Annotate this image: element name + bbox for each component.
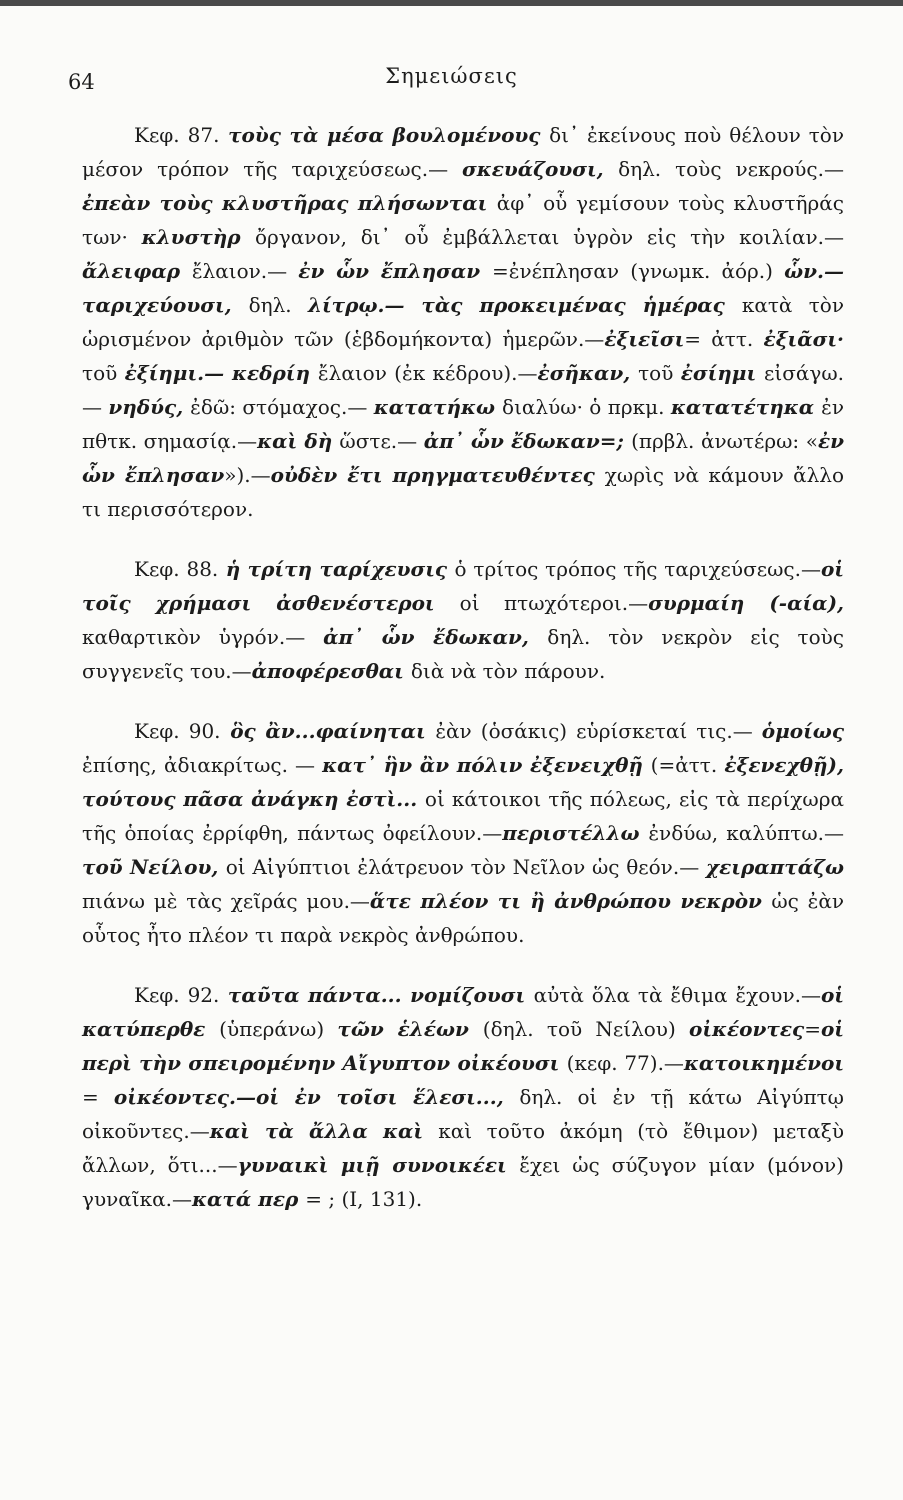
glossed-term: κατατέτηκα xyxy=(670,395,822,419)
glossed-term: ἀπ᾽ ὧν ἔδωκαν=; xyxy=(423,429,632,453)
gloss-text: οἱ πτωχότεροι.— xyxy=(459,591,649,615)
note-text xyxy=(82,983,844,1211)
gloss-text: ἐὰν (ὁσάκις) εὑρίσκεταί τις.— xyxy=(435,719,762,743)
gloss-text: εἰσάγω.— xyxy=(82,361,845,419)
note-ch88 xyxy=(82,552,844,688)
note-text xyxy=(82,719,844,947)
glossed-term: συρμαίη (-αία), xyxy=(648,591,844,615)
glossed-term: τῶν ἑλέων xyxy=(337,1017,483,1041)
gloss-text: ὄργανον, δι᾽ οὗ ἐμβάλλεται ὑγρὸν εἰς τὴν κοιλίαν.— xyxy=(255,225,844,249)
glossed-term: ἐξίημι.— κεδρίη xyxy=(124,361,318,385)
gloss-text: δηλ. τοὺς νεκρούς.— xyxy=(618,157,844,181)
glossed-term: ἐξιεῖσι xyxy=(604,327,685,351)
glossed-term: ἐξιᾶσι· xyxy=(763,327,844,351)
gloss-text: χωρὶς νὰ κάμουν ἄλλο τι περισσότερον. xyxy=(82,463,844,521)
gloss-text: καθαρτικὸν ὑγρόν.— xyxy=(82,625,324,649)
gloss-text: ἔλαιον.— xyxy=(191,259,299,283)
gloss-text: ἐν πθτκ. σημασίᾳ.— xyxy=(82,395,844,453)
glossed-term: ἅτε πλέον τι ἢ ἀνθρώπου νεκρὸν xyxy=(369,889,772,913)
glossed-term: οἱ τοῖς χρήμασι ἀσθενέστεροι xyxy=(82,557,844,615)
gloss-text: τοῦ xyxy=(638,361,681,385)
glossed-term: ἐπεὰν τοὺς κλυστῆρας πλήσωνται xyxy=(82,191,497,215)
gloss-text: πιάνω μὲ τὰς χεῖράς μου.— xyxy=(82,889,370,913)
gloss-text: κατὰ τὸν ὡρισμένον ἀριθμὸν τῶν (ἑβδομήκοντα) ἡμερῶν.— xyxy=(82,293,844,351)
notes-body xyxy=(82,118,844,1242)
glossed-term: οἱ περὶ τὴν σπειρομένην Αἴγυπτον οἰκέουσι xyxy=(82,1017,844,1075)
glossed-term: τοῦ Νείλου, xyxy=(82,855,226,879)
glossed-term: ἄλειφαρ xyxy=(82,259,192,283)
gloss-text: ὡς ἐὰν οὗτος ἦτο πλέον τι παρὰ νεκρὸς ἀνθρώπου. xyxy=(82,889,844,947)
note-text xyxy=(82,123,844,521)
gloss-text: διὰ νὰ τὸν πάρουν. xyxy=(410,659,606,683)
glossed-term: κατατήκω xyxy=(373,395,503,419)
glossed-term: ἀποφέρεσθαι xyxy=(251,659,411,683)
glossed-term: οὐδὲν ἔτι πρηγματευθέντες xyxy=(270,463,605,487)
gloss-text: καὶ τοῦτο ἀκόμη (τὸ ἔθιμον) μεταξὺ ἄλλων, ὅτι...— xyxy=(82,1119,844,1177)
gloss-text: ἔχει ὡς σύζυγον μίαν (μόνον) γυναῖκα.— xyxy=(82,1153,844,1211)
gloss-text: (κεφ. 77).— xyxy=(566,1051,684,1075)
gloss-text: ἐπίσης, ἀδιακρίτως. — xyxy=(82,753,323,777)
gloss-text: ἔλαιον (ἐκ κέδρου).— xyxy=(317,361,538,385)
glossed-term: οἱ κατύπερθε xyxy=(82,983,844,1041)
glossed-term: νηδύς, xyxy=(108,395,191,419)
gloss-text: (=ἀττ. xyxy=(650,753,725,777)
gloss-text: δηλ. τὸν νεκρὸν εἰς τοὺς συγγενεῖς του.— xyxy=(82,625,844,683)
note-label: Κεφ. 88. xyxy=(134,557,219,581)
gloss-text: οἱ Αἰγύπτιοι ἐλάτρευον τὸν Νεῖλον ὡς θεόν.— xyxy=(225,855,706,879)
gloss-text: = ἀττ. xyxy=(684,327,764,351)
glossed-term: ἀπ᾽ ὧν ἔδωκαν, xyxy=(323,625,548,649)
note-ch92 xyxy=(82,978,844,1216)
glossed-term: κατά περ xyxy=(191,1187,306,1211)
gloss-text: δηλ. xyxy=(248,293,308,317)
glossed-term: κατοικημένοι xyxy=(683,1051,844,1075)
glossed-term: περιστέλλω xyxy=(502,821,649,845)
gloss-text: αὐτὰ ὅλα τὰ ἔθιμα ἔχουν.— xyxy=(533,983,821,1007)
glossed-term: σκευάζουσι, xyxy=(461,157,619,181)
gloss-text: = ; (I, 131). xyxy=(305,1187,423,1211)
gloss-text: διαλύω· ὁ πρκμ. xyxy=(502,395,671,419)
gloss-text: ὁ τρίτος τρόπος τῆς ταριχεύσεως.— xyxy=(454,557,821,581)
note-ch87 xyxy=(82,118,844,526)
gloss-text: ὥστε.— xyxy=(339,429,424,453)
gloss-text: »).— xyxy=(224,463,271,487)
gloss-text: ἐνδύω, καλύπτω.— xyxy=(648,821,844,845)
note-ch90 xyxy=(82,714,844,952)
glossed-term: καὶ τὰ ἄλλα καὶ xyxy=(209,1119,439,1143)
note-label: Κεφ. 90. xyxy=(134,719,221,743)
glossed-term: ὧν.—ταριχεύουσι, xyxy=(82,259,845,317)
gloss-text: = xyxy=(82,1085,114,1109)
gloss-text: ἀφ᾽ οὗ γεμίσουν τοὺς κλυστῆράς των· xyxy=(82,191,844,249)
running-head: Σημειώσεις xyxy=(385,64,518,88)
glossed-term: οἰκέοντες xyxy=(689,1017,805,1041)
page-number: 64 xyxy=(68,70,95,94)
glossed-term: ἐν ὧν ἔπλησαν xyxy=(82,429,844,487)
gloss-text: (ὑπεράνω) xyxy=(219,1017,338,1041)
glossed-term: ἐξενεχθῇ), τούτους πᾶσα ἀνάγκη ἐστὶ... xyxy=(82,753,844,811)
glossed-term: χειραπτάζω xyxy=(705,855,845,879)
glossed-term: ἐσῆκαν, xyxy=(537,361,639,385)
gloss-text: = xyxy=(804,1017,821,1041)
glossed-term: γυναικὶ μιῇ συνοικέει xyxy=(237,1153,520,1177)
glossed-term: οἰκέοντες.—οἱ ἐν τοῖσι ἕλεσι..., xyxy=(113,1085,520,1109)
glossed-term: τοὺς τὰ μέσα βουλομένους xyxy=(219,123,550,147)
note-label: Κεφ. 92. xyxy=(134,983,220,1007)
glossed-term: ὁμοίως xyxy=(761,719,845,743)
top-border xyxy=(0,0,903,6)
gloss-text: =ἐνέπλησαν (γνωμκ. ἀόρ.) xyxy=(491,259,785,283)
glossed-term: κλυστὴρ xyxy=(141,225,255,249)
gloss-text: (πρβλ. ἀνωτέρω: « xyxy=(631,429,818,453)
note-label: Κεφ. 87. xyxy=(134,123,220,147)
gloss-text: δηλ. οἱ ἐν τῇ κάτω Αἰγύπτῳ οἰκοῦντες.— xyxy=(82,1085,844,1143)
glossed-term: ὃς ἂν...φαίνηται xyxy=(220,719,436,743)
glossed-term: ἐν ὧν ἔπλησαν xyxy=(298,259,492,283)
glossed-term: λίτρῳ.— τὰς προκειμένας ἡμέρας xyxy=(307,293,742,317)
gloss-text: (δηλ. τοῦ Νείλου) xyxy=(482,1017,690,1041)
gloss-text: δι᾽ ἐκείνους ποὺ θέλουν τὸν μέσον τρόπον τῆς ταριχεύσεως.— xyxy=(82,123,844,181)
glossed-term: ταῦτα πάντα... νομίζουσι xyxy=(219,983,534,1007)
glossed-term: καὶ δὴ xyxy=(257,429,340,453)
gloss-text: τοῦ xyxy=(82,361,125,385)
gloss-text: ἐδῶ: στόμαχος.— xyxy=(190,395,374,419)
glossed-term: ἡ τρίτη ταρίχευσις xyxy=(218,557,455,581)
glossed-term: ἐσίημι xyxy=(680,361,765,385)
glossed-term: κατ᾽ ἣν ἂν πόλιν ἐξενειχθῇ xyxy=(322,753,651,777)
gloss-text: οἱ κάτοικοι τῆς πόλεως, εἰς τὰ περίχωρα τῆς ὁποίας ἐρρίφθη, πάντως ὀφείλουν.— xyxy=(82,787,844,845)
